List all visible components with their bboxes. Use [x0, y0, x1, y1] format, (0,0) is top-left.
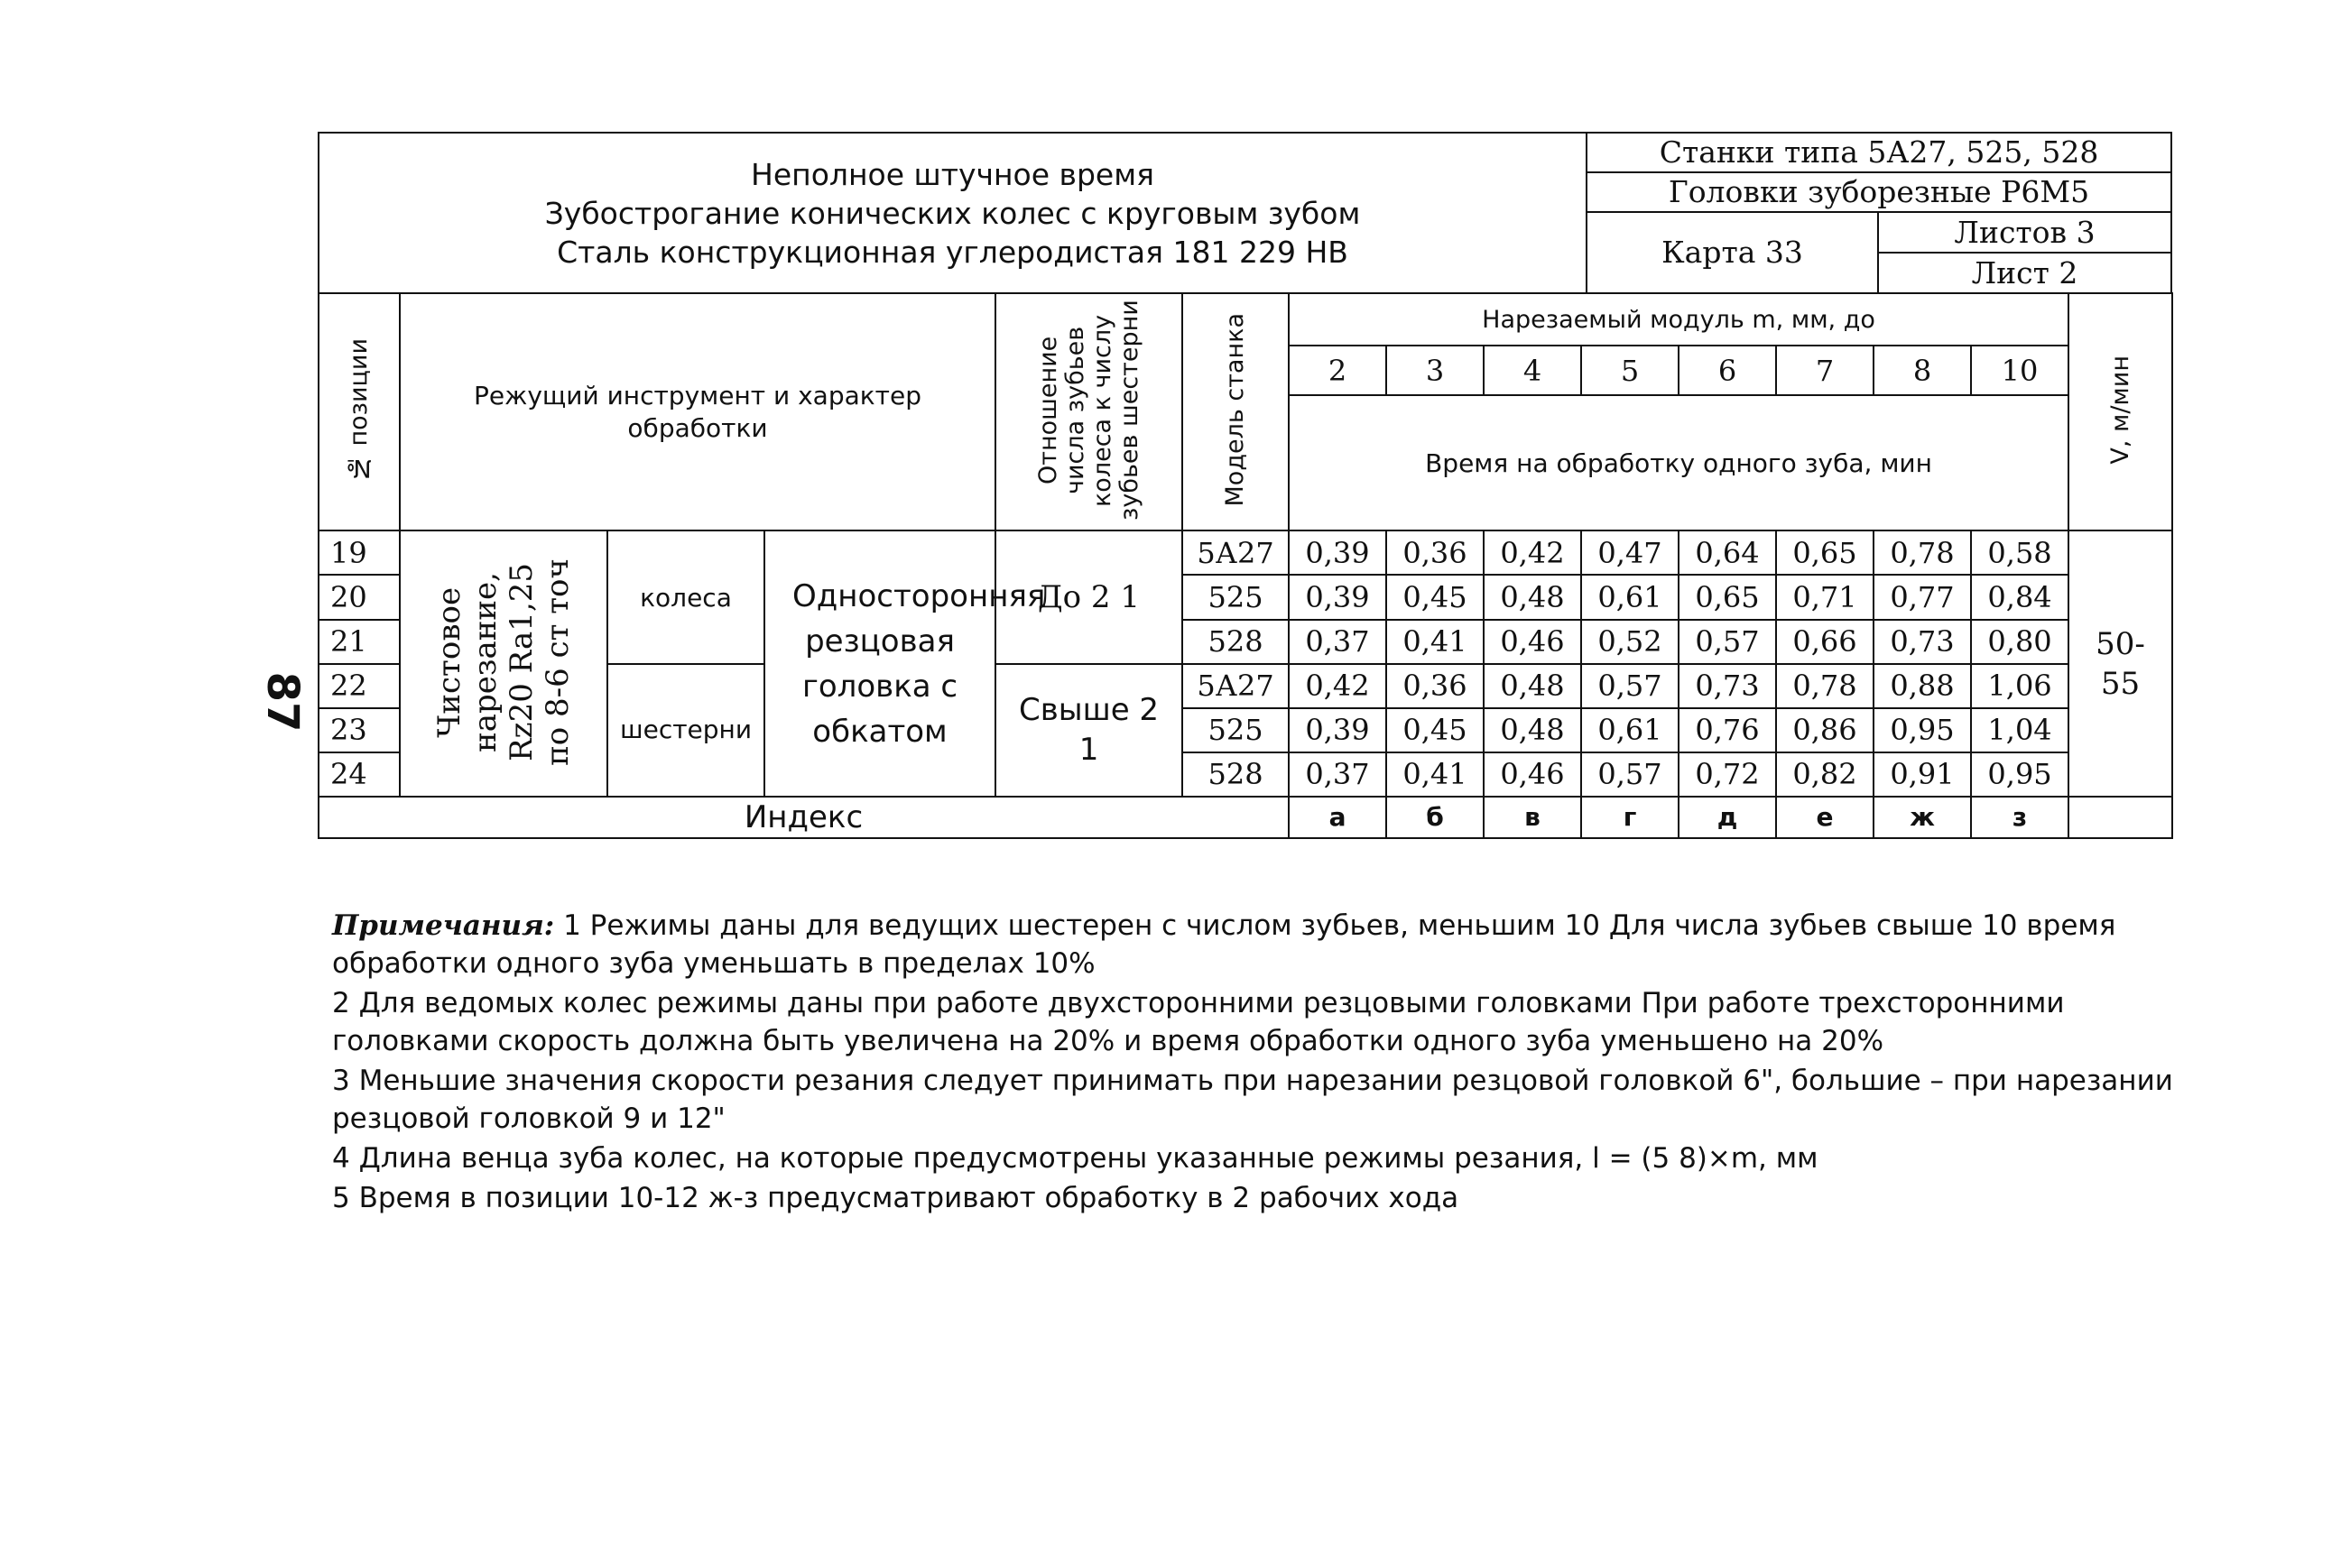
time-cell: 0,37	[1289, 620, 1386, 664]
time-cell: 0,64	[1679, 530, 1776, 575]
time-cell: 0,36	[1386, 530, 1484, 575]
page-number: 87	[257, 671, 308, 733]
model-cell: 5А27	[1182, 664, 1289, 708]
time-cell: 0,72	[1679, 752, 1776, 797]
time-cell: 0,73	[1679, 664, 1776, 708]
time-cell: 0,65	[1776, 530, 1874, 575]
document-title	[319, 133, 1587, 293]
model-cell: 525	[1182, 708, 1289, 752]
time-cell: 0,61	[1581, 708, 1679, 752]
time-cell: 0,48	[1484, 664, 1581, 708]
time-cell: 0,52	[1581, 620, 1679, 664]
notes-section	[332, 907, 2182, 1219]
module-header: Нарезаемый модуль m, мм, до	[1289, 293, 2068, 346]
index-label: Индекс	[319, 797, 1289, 838]
part-pinion: шестерни	[607, 664, 764, 797]
time-cell: 0,88	[1874, 664, 1971, 708]
model-cell: 5А27	[1182, 530, 1289, 575]
index-letter: з	[1971, 797, 2068, 838]
time-cell: 0,39	[1289, 708, 1386, 752]
sheet-cell: Лист 2	[1878, 253, 2171, 293]
index-row	[319, 797, 2172, 838]
table-row	[319, 530, 2172, 575]
module-value: 6	[1679, 346, 1776, 395]
module-value: 2	[1289, 346, 1386, 395]
time-cell: 0,45	[1386, 575, 1484, 619]
time-cell: 0,57	[1581, 752, 1679, 797]
index-letter: а	[1289, 797, 1386, 838]
time-cell: 0,82	[1776, 752, 1874, 797]
model-header: Модель станка	[1182, 293, 1289, 530]
time-cell: 0,76	[1679, 708, 1776, 752]
heads-cell: Головки зуборезные Р6М5	[1587, 172, 2171, 212]
time-header: Время на обработку одного зуба, мин	[1289, 395, 2068, 530]
time-cell: 0,46	[1484, 752, 1581, 797]
speed-header: V, м/мин	[2068, 293, 2172, 530]
position-cell: 23	[319, 708, 400, 752]
process-label: Чистовое нарезание, Rz20 Ra1,25 по 8-6 ст точ	[400, 530, 607, 796]
ratio-over: Свыше 2 1	[995, 664, 1182, 797]
time-cell: 0,47	[1581, 530, 1679, 575]
index-empty-cell	[2068, 797, 2172, 838]
position-cell: 21	[319, 620, 400, 664]
ratio-upto: До 2 1	[995, 530, 1182, 663]
title-line-1: Неполное штучное время	[751, 156, 1154, 192]
time-cell: 0,84	[1971, 575, 2068, 619]
index-letter: в	[1484, 797, 1581, 838]
time-cell: 0,42	[1484, 530, 1581, 575]
time-cell: 0,41	[1386, 752, 1484, 797]
time-cell: 1,06	[1971, 664, 2068, 708]
module-value: 10	[1971, 346, 2068, 395]
speed-value: 50-55	[2068, 530, 2172, 796]
time-cell: 0,57	[1679, 620, 1776, 664]
card-cell: Карта 33	[1587, 212, 1878, 293]
header-table	[318, 132, 2172, 294]
module-value: 8	[1874, 346, 1971, 395]
module-value: 5	[1581, 346, 1679, 395]
note-item: 4 Длина венца зуба колес, на которые предусмотрены указанные режимы резания, l = (5 8)×m, мм	[332, 1142, 1818, 1175]
time-cell: 0,37	[1289, 752, 1386, 797]
position-cell: 20	[319, 575, 400, 619]
position-header: № позиции	[319, 293, 400, 530]
position-cell: 19	[319, 530, 400, 575]
time-cell: 0,58	[1971, 530, 2068, 575]
time-cell: 0,48	[1484, 575, 1581, 619]
machines-cell: Станки типа 5А27, 525, 528	[1587, 133, 2171, 172]
note-item: 5 Время в позиции 10-12 ж-з предусматривают обработку в 2 рабочих хода	[332, 1182, 1459, 1214]
index-letter: е	[1776, 797, 1874, 838]
index-letter: ж	[1874, 797, 1971, 838]
time-cell: 0,86	[1776, 708, 1874, 752]
time-cell: 0,61	[1581, 575, 1679, 619]
time-cell: 0,80	[1971, 620, 2068, 664]
time-cell: 0,66	[1776, 620, 1874, 664]
note-item: 3 Меньшие значения скорости резания следует принимать при нарезании резцовой головкой 6", большие – при нарезании резцовой головкой 9 и 12"	[332, 1065, 2173, 1135]
time-cell: 1,04	[1971, 708, 2068, 752]
position-cell: 22	[319, 664, 400, 708]
time-cell: 0,46	[1484, 620, 1581, 664]
time-cell: 0,39	[1289, 575, 1386, 619]
time-cell: 0,65	[1679, 575, 1776, 619]
tool-description: Односторонняя резцовая головка с обкатом	[764, 530, 995, 796]
time-cell: 0,78	[1776, 664, 1874, 708]
position-cell: 24	[319, 752, 400, 797]
note-item: 2 Для ведомых колес режимы даны при работе двухсторонними резцовыми головками При работе трехсторонними головками скорость должна быть увеличена на 20% и время обработки одного зуба уменьшено на 20%	[332, 987, 2065, 1057]
data-table	[318, 292, 2173, 839]
time-cell: 0,45	[1386, 708, 1484, 752]
title-line-3: Сталь конструкционная углеродистая 181 229 НВ	[557, 234, 1348, 270]
time-cell: 0,95	[1874, 708, 1971, 752]
index-letter: г	[1581, 797, 1679, 838]
module-value: 7	[1776, 346, 1874, 395]
time-cell: 0,42	[1289, 664, 1386, 708]
time-cell: 0,78	[1874, 530, 1971, 575]
sheets-total-cell: Листов 3	[1878, 212, 2171, 253]
time-cell: 0,77	[1874, 575, 1971, 619]
module-value: 3	[1386, 346, 1484, 395]
time-cell: 0,71	[1776, 575, 1874, 619]
part-wheel: колеса	[607, 530, 764, 663]
index-letter: д	[1679, 797, 1776, 838]
time-cell: 0,48	[1484, 708, 1581, 752]
model-cell: 528	[1182, 752, 1289, 797]
index-letter: б	[1386, 797, 1484, 838]
time-cell: 0,73	[1874, 620, 1971, 664]
time-cell: 0,41	[1386, 620, 1484, 664]
note-item: Примечания: 1 Режимы даны для ведущих шестерен с числом зубьев, меньшим 10 Для числа зубьев свыше 10 время обработки одного зуба уменьшать в пределах 10%	[332, 909, 2116, 980]
model-cell: 525	[1182, 575, 1289, 619]
title-line-2: Зубострогание конических колес с круговым зубом	[544, 195, 1361, 231]
time-cell: 0,57	[1581, 664, 1679, 708]
notes-label: Примечания:	[332, 909, 555, 942]
tool-header: Режущий инструмент и характер обработки	[400, 293, 995, 530]
time-cell: 0,39	[1289, 530, 1386, 575]
ratio-header: Отношение числа зубьев колеса к числу зубьев шестерни	[995, 293, 1182, 530]
time-cell: 0,91	[1874, 752, 1971, 797]
time-cell: 0,36	[1386, 664, 1484, 708]
time-cell: 0,95	[1971, 752, 2068, 797]
model-cell: 528	[1182, 620, 1289, 664]
module-value: 4	[1484, 346, 1581, 395]
